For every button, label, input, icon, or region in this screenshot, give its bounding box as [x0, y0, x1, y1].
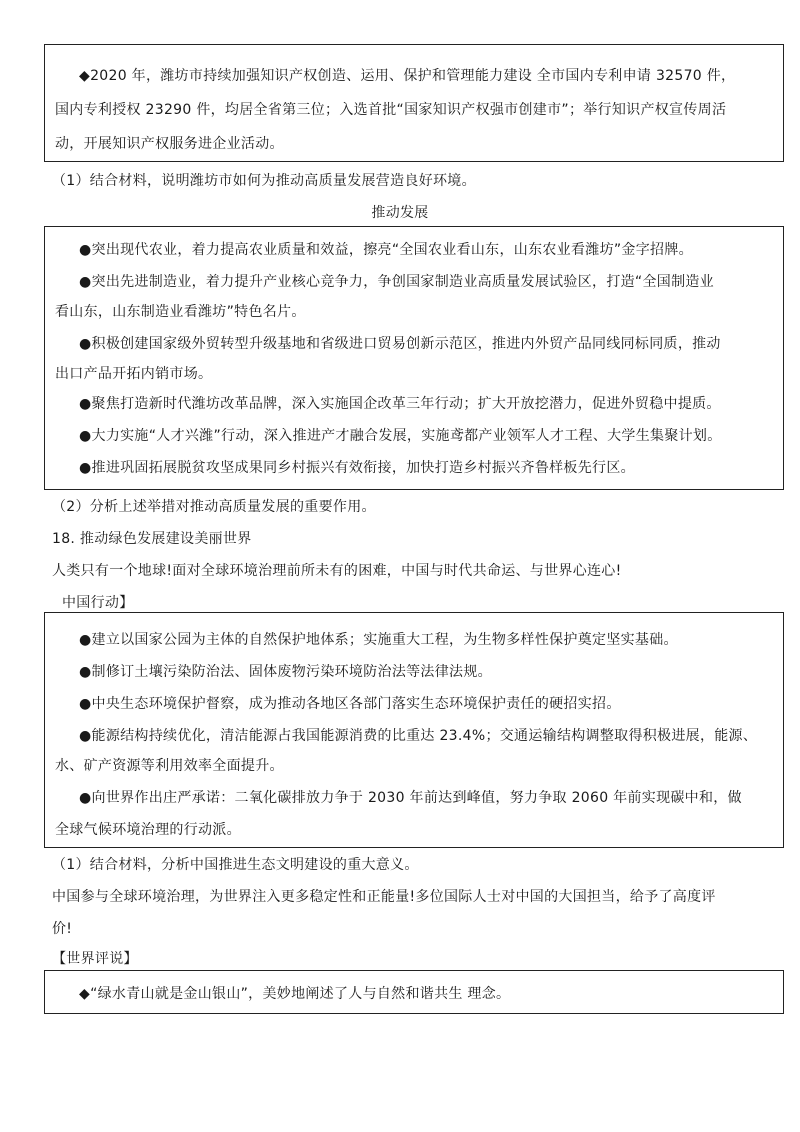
- box1-line-3: 动，开展知识产权服务进企业活动。: [55, 136, 284, 152]
- question-18-1: （1）结合材料，分析中国推进生态文明建设的重大意义。: [52, 857, 419, 873]
- box2-line-6: ●聚焦打造新时代潍坊改革品牌，深入实施国企改革三年行动；扩大开放挖潜力，促进外贸稳中提质。: [79, 396, 721, 412]
- box1-line-1: ◆2020 年，潍坊市持续加强知识产权创造、运用、保护和管理能力建设 全市国内专利申请 32570 件，: [79, 68, 736, 84]
- intro-text: 人类只有一个地球!面对全球环境治理前所未有的困难，中国与时代共命运、与世界心连心!: [52, 563, 622, 579]
- material-box-patents: [44, 44, 784, 162]
- question-1: （1）结合材料，说明潍坊市如何为推动高质量发展营造良好环境。: [52, 173, 476, 189]
- box2-line-4: ●积极创建国家级外贸转型升级基地和省级进口贸易创新示范区，推进内外贸产品同线同标同质，推动: [79, 336, 721, 352]
- box1-line-2: 国内专利授权 23290 件，均居全省第三位；入选首批“国家知识产权强市创建市”；举行知识产权宣传周活: [55, 102, 727, 118]
- box3-line-5: 水、矿产资源等利用效率全面提升。: [55, 758, 284, 774]
- material-box-development: [44, 226, 784, 490]
- box3-line-3: ●中央生态环境保护督察，成为推动各地区各部门落实生态环境保护责任的硬招实招。: [79, 696, 621, 712]
- box2-line-1: ●突出现代农业，着力提高农业质量和效益，擦亮“全国农业看山东，山东农业看潍坊”金字招牌。: [79, 242, 693, 258]
- world-intro-line-2: 价!: [52, 921, 73, 937]
- world-comment-label: 【世界评说】: [52, 951, 138, 967]
- question-18-title: 18. 推动绿色发展建设美丽世界: [52, 531, 252, 547]
- box2-line-5: 出口产品开拓内销市场。: [55, 366, 213, 382]
- box3-line-4: ●能源结构持续优化，清洁能源占我国能源消费的比重达 23.4%；交通运输结构调整取得积极进展，能源、: [79, 728, 758, 744]
- question-2: （2）分析上述举措对推动高质量发展的重要作用。: [52, 499, 376, 515]
- section-title: 推动发展: [371, 205, 429, 221]
- box3-line-7: 全球气候环境治理的行动派。: [55, 822, 241, 838]
- china-action-label: 中国行动】: [62, 595, 134, 611]
- box2-line-3: 看山东，山东制造业看潍坊”特色名片。: [55, 304, 306, 320]
- box2-line-7: ●大力实施“人才兴潍”行动，深入推进产才融合发展，实施鸢都产业领军人才工程、大学生集聚计划。: [79, 428, 722, 444]
- box2-line-2: ●突出先进制造业，着力提升产业核心竞争力，争创国家制造业高质量发展试验区，打造“全国制造业: [79, 274, 714, 290]
- material-box-china-action: [44, 612, 784, 848]
- world-intro-line-1: 中国参与全球环境治理，为世界注入更多稳定性和正能量!多位国际人士对中国的大国担当，给予了高度评: [52, 889, 716, 905]
- box3-line-2: ●制修订土壤污染防治法、固体废物污染环境防治法等法律法规。: [79, 664, 492, 680]
- material-box-world-comment: [44, 970, 784, 1014]
- box2-line-8: ●推进巩固拓展脱贫攻坚成果同乡村振兴有效衔接，加快打造乡村振兴齐鲁样板先行区。: [79, 460, 635, 476]
- box3-line-6: ●向世界作出庄严承诺：二氧化碳排放力争于 2030 年前达到峰值，努力争取 2060 年前实现碳中和，做: [79, 790, 742, 806]
- box3-line-1: ●建立以国家公园为主体的自然保护地体系；实施重大工程，为生物多样性保护奠定坚实基础。: [79, 632, 678, 648]
- box4-line-1: ◆“绿水青山就是金山银山”，美妙地阐述了人与自然和谐共生 理念。: [79, 986, 511, 1002]
